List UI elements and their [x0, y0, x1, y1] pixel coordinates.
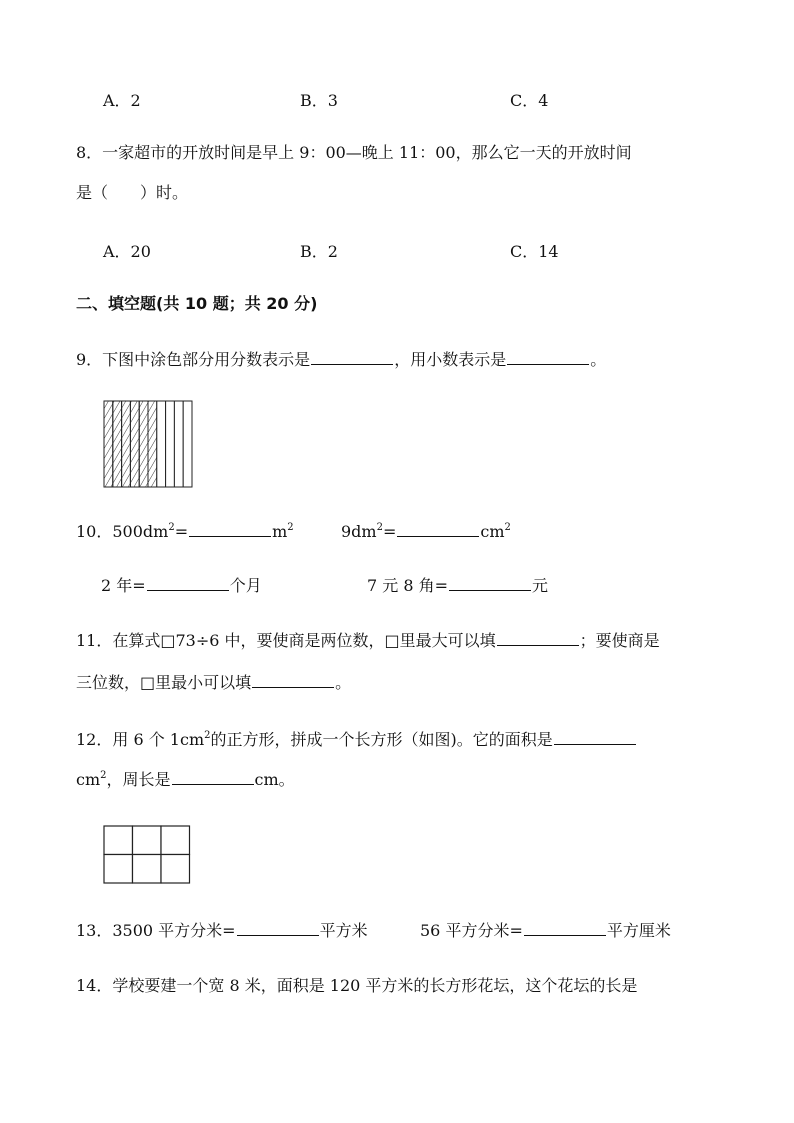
q10-a-eq: = — [174, 522, 189, 541]
shaded-strip — [130, 401, 139, 487]
q11-text-3: 三位数，□里最小可以填 — [76, 673, 252, 692]
shaded-strip — [148, 401, 157, 487]
q7-option-c: C．4 — [510, 91, 549, 110]
unshaded-strip — [183, 401, 192, 487]
q11-text-4: 。 — [335, 673, 352, 692]
q10-a-sup: 2 — [168, 522, 175, 533]
q10-a-left: 500dm — [112, 522, 169, 541]
q13-blank-b — [524, 921, 606, 936]
q10-number: 10． — [76, 522, 113, 541]
q8-option-c: C．14 — [510, 242, 559, 261]
q12-grid-rectangle-figure — [103, 825, 193, 885]
q11-line2 — [76, 673, 351, 693]
q12-sup-2: 2 — [100, 770, 107, 781]
q9-shaded-rectangle-figure — [103, 400, 193, 490]
q12-line1 — [76, 730, 637, 750]
q7-option-b: B．3 — [300, 91, 338, 110]
q12-blank-perimeter — [172, 770, 254, 785]
q10-b-unit: cm — [480, 522, 505, 541]
q10-blank-b — [397, 522, 479, 537]
q12-text-4: ，周长是 — [106, 770, 171, 789]
unit-square — [133, 855, 162, 884]
q10-b-sup: 2 — [376, 522, 383, 533]
q14-line1: 14．学校要建一个宽 8 米，面积是 120 平方米的长方形花坛，这个花坛的长是 — [76, 976, 638, 995]
q11-blank-1 — [497, 631, 579, 646]
q9-text-3: 。 — [590, 350, 607, 369]
q10-blank-c — [147, 576, 229, 591]
unshaded-strip — [157, 401, 166, 487]
q12-text-1: 12．用 6 个 1cm — [76, 730, 205, 749]
q13-text-a: 13．3500 平方分米= — [76, 921, 236, 940]
shaded-strip — [122, 401, 131, 487]
q12-sup-1: 2 — [204, 730, 211, 741]
q13-unit-b: 平方厘米 — [606, 921, 671, 940]
q12-text-3: cm — [76, 770, 101, 789]
q10-row2-right — [367, 576, 548, 596]
q10-row1-right — [341, 522, 511, 542]
q10-row1-left — [76, 522, 294, 542]
unit-square — [161, 855, 190, 884]
unshaded-strip — [174, 401, 183, 487]
q8-option-b: B．2 — [300, 242, 338, 261]
q13-text-b: 56 平方分米= — [420, 921, 523, 940]
q10-d-unit: 元 — [532, 576, 549, 595]
q9-text-1: 9．下图中涂色部分用分数表示是 — [76, 350, 311, 369]
shaded-strip — [113, 401, 122, 487]
q10-row2-left — [101, 576, 262, 596]
q13-unit-a: 平方米 — [319, 921, 368, 940]
q11-text-1: 11．在算式□73÷6 中，要使商是两位数，□里最大可以填 — [76, 631, 496, 650]
q10-c-left: 2 年= — [101, 576, 146, 595]
unit-square — [104, 855, 133, 884]
q9-question — [76, 350, 606, 370]
q9-blank-fraction — [311, 350, 393, 365]
q11-text-2: ；要使商是 — [579, 631, 660, 650]
unit-square — [161, 826, 190, 855]
q10-b-left: 9dm — [341, 522, 377, 541]
q10-b-unit-sup: 2 — [504, 522, 511, 533]
q9-blank-decimal — [507, 350, 589, 365]
q10-d-left: 7 元 8 角= — [367, 576, 449, 595]
q12-line2 — [76, 770, 295, 790]
q12-text-5: cm。 — [254, 770, 295, 789]
unit-square — [133, 826, 162, 855]
q12-blank-area — [554, 730, 636, 745]
q9-text-2: ，用小数表示是 — [394, 350, 507, 369]
q10-c-unit: 个月 — [229, 576, 262, 595]
q10-a-unit-sup: 2 — [287, 522, 294, 533]
q10-blank-d — [449, 576, 531, 591]
q13-blank-a — [237, 921, 319, 936]
unit-square — [104, 826, 133, 855]
shaded-strip — [104, 401, 113, 487]
q13-left — [76, 921, 368, 941]
q10-blank-a — [189, 522, 271, 537]
q13-right — [420, 921, 671, 941]
q10-a-unit: m — [272, 522, 288, 541]
q7-option-a: A．2 — [103, 91, 141, 110]
q11-blank-2 — [252, 673, 334, 688]
q10-b-eq: = — [382, 522, 397, 541]
shaded-strip — [139, 401, 148, 487]
q12-text-2: 的正方形，拼成一个长方形（如图)。它的面积是 — [210, 730, 553, 749]
q8-line2: 是（ ）时。 — [76, 183, 189, 202]
q8-line1: 8．一家超市的开放时间是早上 9：00—晚上 11：00，那么它一天的开放时间 — [76, 143, 632, 162]
section-heading: 二、填空题(共 10 题；共 20 分) — [76, 294, 318, 313]
unshaded-strip — [166, 401, 175, 487]
q8-option-a: A．20 — [103, 242, 151, 261]
q11-line1 — [76, 631, 660, 651]
